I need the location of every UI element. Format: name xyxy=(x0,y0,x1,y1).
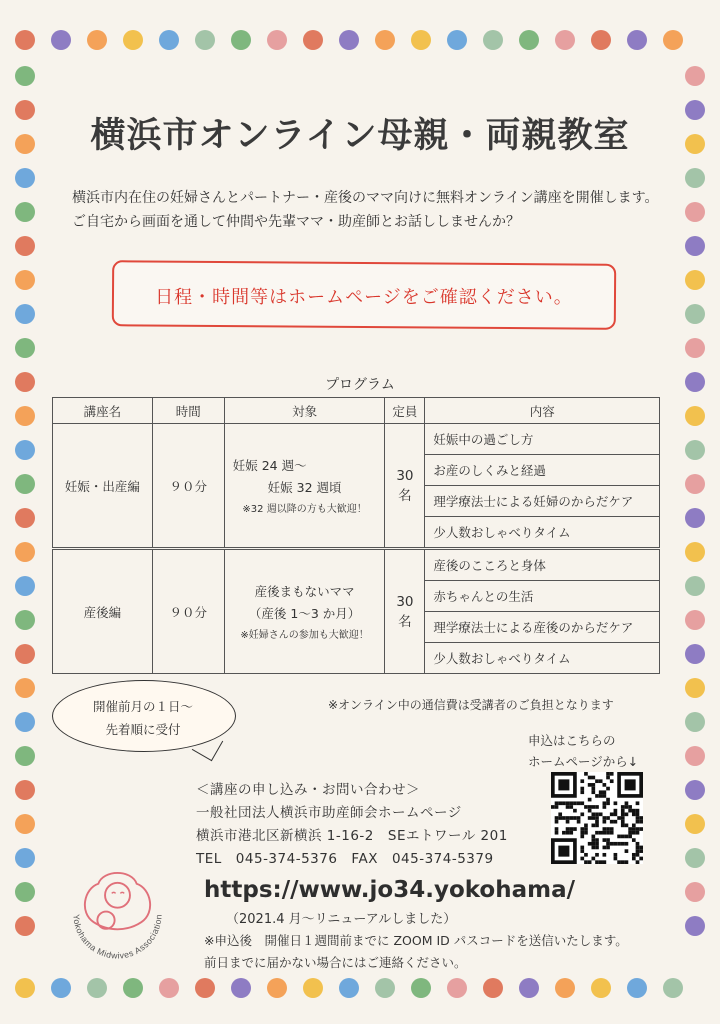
border-dot xyxy=(685,678,705,698)
course-name: 産後編 xyxy=(53,549,153,674)
content-item: お産のしくみと経過 xyxy=(425,455,660,486)
border-dot xyxy=(51,30,71,50)
border-dot xyxy=(195,978,215,998)
border-dot xyxy=(15,780,35,800)
border-dot xyxy=(685,780,705,800)
border-dot xyxy=(555,978,575,998)
border-dot xyxy=(685,848,705,868)
border-dot xyxy=(15,576,35,596)
border-dot xyxy=(87,978,107,998)
target-line-1: 産後まもないママ xyxy=(254,584,355,599)
border-dot xyxy=(685,508,705,528)
border-dot xyxy=(685,474,705,494)
border-dot xyxy=(483,30,503,50)
border-dot xyxy=(591,30,611,50)
border-dot xyxy=(231,30,251,50)
border-dot xyxy=(159,30,179,50)
border-dot xyxy=(339,978,359,998)
border-dot xyxy=(15,542,35,562)
footer-line-1: ※申込後 開催日１週間前までに ZOOM ID パスコードを送信いたします。 xyxy=(204,933,628,948)
course-time: ９０分 xyxy=(152,424,224,549)
header-target: 対象 xyxy=(224,398,385,424)
program-caption: プログラム xyxy=(325,377,395,393)
footer-line-2: 前日までに届かない場合にはご連絡ください。 xyxy=(204,955,467,970)
border-dot xyxy=(411,30,431,50)
border-dot xyxy=(15,440,35,460)
border-dot xyxy=(195,30,215,50)
border-dot xyxy=(685,66,705,86)
border-dot xyxy=(685,542,705,562)
border-dot xyxy=(15,304,35,324)
border-dot xyxy=(123,30,143,50)
contact-org: 一般社団法人横浜市助産師会ホームページ xyxy=(196,805,462,821)
border-dot xyxy=(15,270,35,290)
border-dot xyxy=(447,978,467,998)
intro-line-1: 横浜市内在住の妊婦さんとパートナー・産後のママ向けに無料オンライン講座を開催します。 xyxy=(72,190,659,206)
border-dot xyxy=(15,814,35,834)
target-line-2: 妊娠 32 週頃 xyxy=(267,480,342,495)
renewal-note: （2021.4 月～リニューアルしました） xyxy=(226,912,457,927)
border-dot xyxy=(685,610,705,630)
border-dot xyxy=(685,236,705,256)
border-dot xyxy=(685,440,705,460)
border-dot xyxy=(15,746,35,766)
border-dot xyxy=(685,270,705,290)
bubble-line-1: 開催前月の１日～ xyxy=(92,699,193,714)
content-item: 産後のこころと身体 xyxy=(425,549,660,581)
border-dot xyxy=(483,978,503,998)
table-row xyxy=(53,549,660,581)
content-item: 妊娠中の過ごし方 xyxy=(425,424,660,455)
border-dot xyxy=(685,202,705,222)
logo-text: Yokohama Midwives Association xyxy=(71,913,164,961)
border-dot xyxy=(87,30,107,50)
header-contents: 内容 xyxy=(425,398,660,424)
border-dot xyxy=(519,978,539,998)
intro-text xyxy=(72,186,672,234)
border-dot xyxy=(15,978,35,998)
border-dot xyxy=(159,978,179,998)
program-table xyxy=(52,397,660,674)
border-dot xyxy=(15,202,35,222)
content-item: 赤ちゃんとの生活 xyxy=(425,581,660,612)
border-dot xyxy=(15,678,35,698)
border-dot xyxy=(519,30,539,50)
content-item: 少人数おしゃべりタイム xyxy=(425,517,660,549)
course-name: 妊娠・出産編 xyxy=(53,424,153,549)
intro-line-2: ご自宅から画面を通して仲間や先輩ママ・助産師とお話ししませんか？ xyxy=(72,214,520,230)
target-line-2: （産後 1～3 か月） xyxy=(248,606,361,621)
border-dot xyxy=(15,882,35,902)
border-dot xyxy=(15,644,35,664)
border-dot xyxy=(15,168,35,188)
header-capacity: 定員 xyxy=(385,398,425,424)
border-dot xyxy=(685,576,705,596)
border-dot xyxy=(15,406,35,426)
border-dot xyxy=(51,978,71,998)
border-dot xyxy=(15,848,35,868)
border-dot xyxy=(15,712,35,732)
course-capacity: 30 名 xyxy=(385,549,425,674)
content-item: 理学療法士による妊婦のからだケア xyxy=(425,486,660,517)
course-target xyxy=(224,549,385,674)
fee-note: ※オンライン中の通信費は受講者のご負担となります xyxy=(328,698,614,712)
border-dot xyxy=(375,30,395,50)
border-dot xyxy=(627,978,647,998)
contact-heading: ＜講座の申し込み・お問い合わせ＞ xyxy=(196,782,420,798)
border-dot xyxy=(15,30,35,50)
apply-line-1: 申込はこちらの xyxy=(528,733,616,748)
border-dot xyxy=(15,66,35,86)
border-dot xyxy=(411,978,431,998)
border-dot xyxy=(627,30,647,50)
content-item: 少人数おしゃべりタイム xyxy=(425,643,660,674)
course-capacity: 30 名 xyxy=(385,424,425,549)
border-dot xyxy=(555,30,575,50)
border-dot xyxy=(685,304,705,324)
border-dot xyxy=(685,406,705,426)
target-line-1: 妊娠 24 週～ xyxy=(232,458,307,473)
border-dot xyxy=(15,338,35,358)
target-note: ※32 週以降の方も大歓迎！ xyxy=(242,504,367,515)
contact-phone: TEL 045-374-5376 FAX 045-374-5379 xyxy=(196,851,494,867)
border-dot xyxy=(591,978,611,998)
qr-code-icon[interactable] xyxy=(551,772,643,864)
border-dot xyxy=(663,30,683,50)
border-dot xyxy=(685,712,705,732)
apply-line-2: ホームページから↓ xyxy=(528,754,639,769)
midwives-association-logo xyxy=(60,855,175,970)
header-time: 時間 xyxy=(152,398,224,424)
header-course-name: 講座名 xyxy=(53,398,153,424)
border-dot xyxy=(15,916,35,936)
border-dot xyxy=(267,30,287,50)
table-row xyxy=(53,424,660,455)
border-dot xyxy=(375,978,395,998)
border-dot xyxy=(447,30,467,50)
page-title: 横浜市オンライン母親・両親教室 xyxy=(90,116,630,156)
border-dot xyxy=(15,508,35,528)
border-dot xyxy=(685,644,705,664)
target-note: ※妊婦さんの参加も大歓迎！ xyxy=(240,630,369,641)
border-dot xyxy=(231,978,251,998)
website-link[interactable]: https://www.jo34.yokohama/ xyxy=(204,877,576,903)
border-dot xyxy=(685,168,705,188)
border-dot xyxy=(15,236,35,256)
border-dot xyxy=(15,474,35,494)
border-dot xyxy=(685,746,705,766)
table-header-row xyxy=(53,398,660,424)
course-target xyxy=(224,424,385,549)
contact-address: 横浜市港北区新横浜 1-16-2 SEエトワール 201 xyxy=(196,828,508,844)
bubble-line-2: 先着順に受付 xyxy=(105,722,181,737)
content-item: 理学療法士による産後のからだケア xyxy=(425,612,660,643)
svg-text:Yokohama Midwives Association xyxy=(71,914,163,961)
border-dot xyxy=(339,30,359,50)
border-dot xyxy=(123,978,143,998)
border-dot xyxy=(685,916,705,936)
border-dot xyxy=(267,978,287,998)
border-dot xyxy=(303,30,323,50)
border-dot xyxy=(685,882,705,902)
border-dot xyxy=(685,814,705,834)
border-dot xyxy=(303,978,323,998)
schedule-banner-text: 日程・時間等はホームページをご確認ください。 xyxy=(155,287,573,308)
course-time: ９０分 xyxy=(152,549,224,674)
border-dot xyxy=(685,338,705,358)
border-dot xyxy=(15,610,35,630)
border-dot xyxy=(663,978,683,998)
